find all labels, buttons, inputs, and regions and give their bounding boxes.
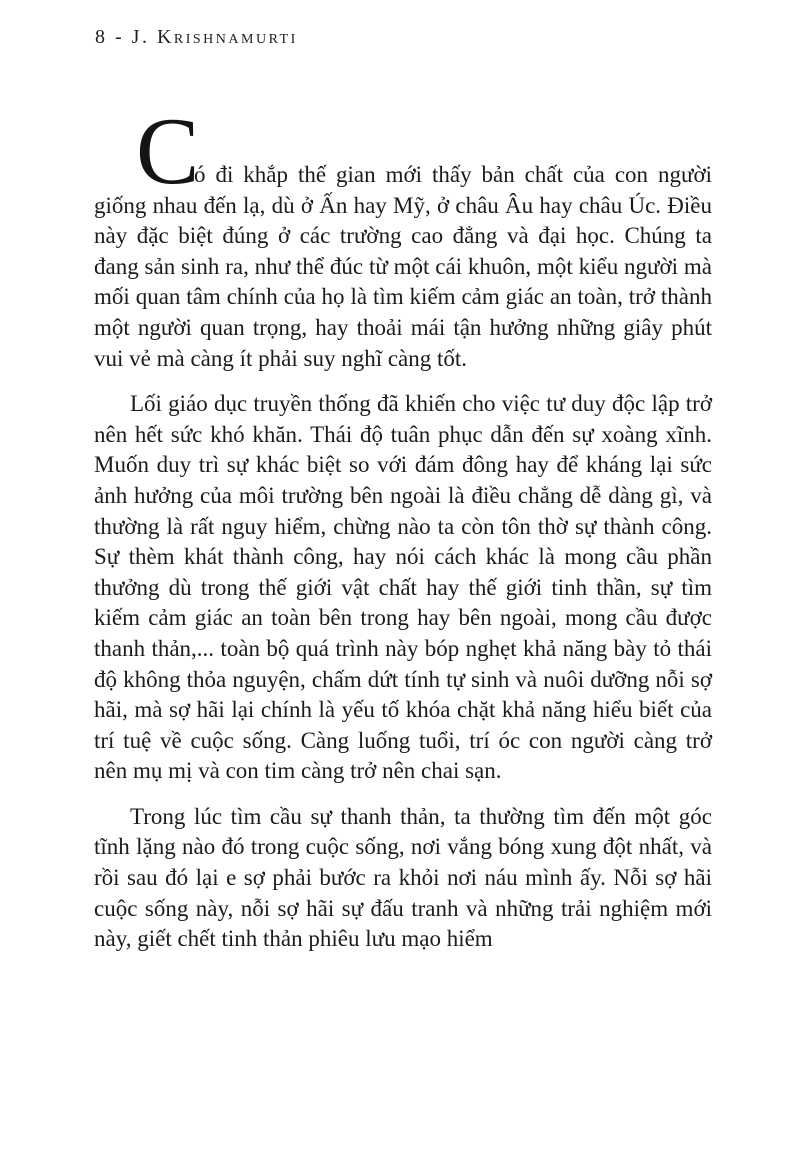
page-number-and-author: 8 - J. Krishnamurti xyxy=(95,26,298,48)
paragraph-1-text: ó đi khắp thế gian mới thấy bản chất của con người giống nhau đến lạ, dù ở Ấn hay Mỹ, ở châu Âu hay châu Úc. Điều này đặc biệt đúng ở các trường cao đẳng và đại học. Chúng ta đang sản sinh ra, như thể đúc từ một cái khuôn, một kiểu người mà mối quan tâm chính của họ là tìm kiếm cảm giác an toàn, trở thành một người quan trọng, hay thoải mái tận hưởng những giây phút vui vẻ mà càng ít phải suy nghĩ càng tốt. xyxy=(94,162,712,371)
paragraph-1 xyxy=(94,98,712,374)
paragraph-3-text: Trong lúc tìm cầu sự thanh thản, ta thường tìm đến một góc tĩnh lặng nào đó trong cuộc sống, nơi vắng bóng xung đột nhất, và rồi sau đó lại e sợ phải bước ra khỏi nơi náu mình ấy. Nỗi sợ hãi cuộc sống này, nỗi sợ hãi sự đấu tranh và những trải nghiệm mới này, giết chết tinh thản phiêu lưu mạo hiểm xyxy=(94,803,712,952)
dropcap-letter: C xyxy=(136,98,200,204)
running-header xyxy=(95,26,298,49)
paragraph-2 xyxy=(94,389,712,787)
paragraph-3 xyxy=(94,802,712,955)
text-block xyxy=(94,98,712,970)
paragraph-2-text: Lối giáo dục truyền thống đã khiến cho việc tư duy độc lập trở nên hết sức khó khăn. Thái độ tuân phục dẫn đến sự xoàng xĩnh. Muốn duy trì sự khác biệt so với đám đông hay để kháng lại sức ảnh hưởng của môi trường bên ngoài là điều chẳng dễ dàng gì, và thường là rất nguy hiểm, chừng nào ta còn tôn thờ sự thành công. Sự thèm khát thành công, hay nói cách khác là mong cầu phần thưởng dù trong thế giới vật chất hay thế giới tinh thần, sự tìm kiếm cảm giác an toàn bên trong hay bên ngoài, mong cầu được thanh thản,... toàn bộ quá trình này bóp nghẹt khả năng bày tỏ thái độ không thỏa nguyện, chấm dứt tính tự sinh và nuôi dưỡng nỗi sợ hãi, mà sợ hãi lại chính là yếu tố khóa chặt khả năng hiểu biết của trí tuệ về cuộc sống. Càng luống tuổi, trí óc con người càng trở nên mụ mị và con tim càng trở nên chai sạn. xyxy=(94,391,712,784)
